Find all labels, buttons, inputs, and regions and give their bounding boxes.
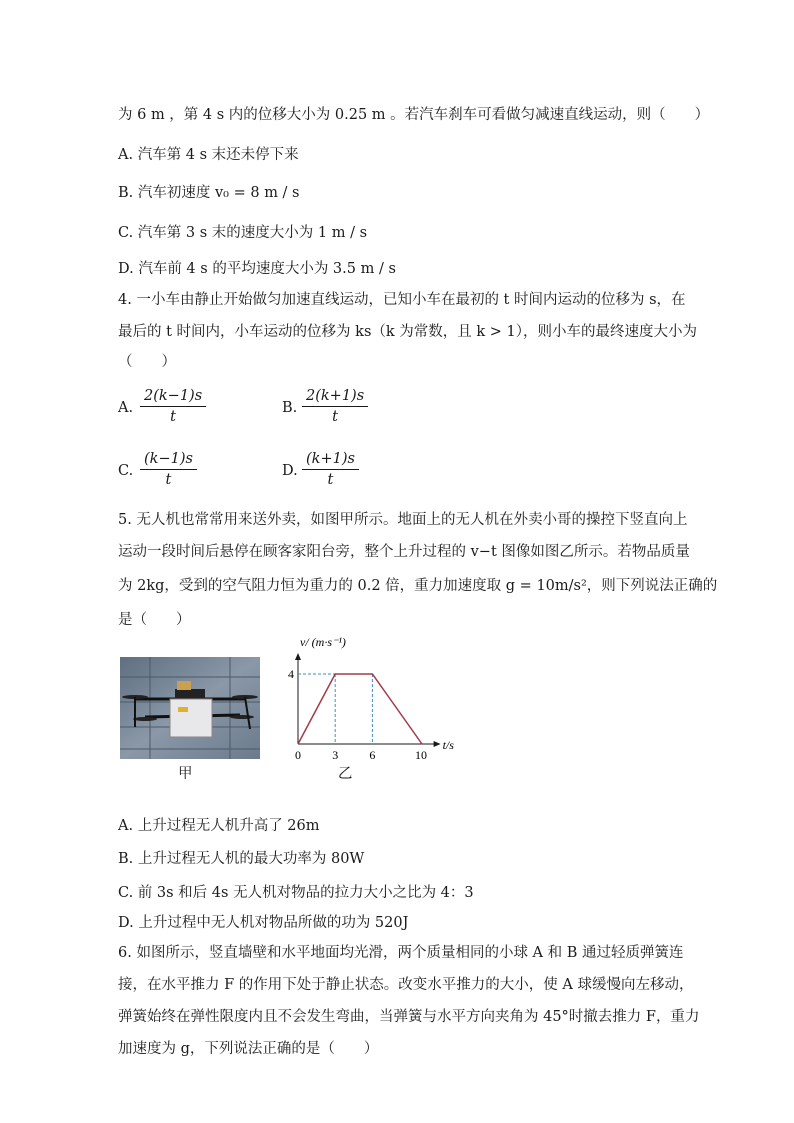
- q4-stem-line2: 最后的 t 时间内，小车运动的位移为 ks（k 为常数，且 k > 1），则小车的最终速度大小为: [118, 324, 698, 340]
- figure-a-caption: 甲: [178, 766, 193, 782]
- q5-stem-line4: 是（ ）: [118, 612, 191, 628]
- figure-b-caption: 乙: [338, 766, 353, 782]
- q5-option-d: D. 上升过程中无人机对物品所做的功为 520J: [118, 915, 409, 931]
- q5-option-b: B. 上升过程无人机的最大功率为 80W: [118, 851, 365, 867]
- q3-stem-tail: 为 6 m ，第 4 s 内的位移大小为 0.25 m 。若汽车刹车可看做匀减速直线运动，则（ ）: [118, 107, 710, 123]
- q6-stem-line1: 6. 如图所示，竖直墙壁和水平地面均光滑，两个质量相同的小球 A 和 B 通过轻质弹簧连: [118, 945, 684, 961]
- q4-option-d-denominator: t: [327, 472, 334, 488]
- q4-option-d-fraction: [302, 451, 359, 488]
- velocity-series-line: [298, 674, 422, 744]
- q4-option-c-fraction: [140, 451, 197, 488]
- q5-stem-line1: 5. 无人机也常常用来送外卖，如图甲所示。地面上的无人机在外卖小哥的操控下竖直向上: [118, 512, 688, 528]
- q4-option-a-fraction: [140, 388, 206, 425]
- q3-option-c: C. 汽车第 3 s 末的速度大小为 1 m / s: [118, 225, 368, 241]
- q6-stem-line3: 弹簧始终在弹性限度内且不会发生弯曲，当弹簧与水平方向夹角为 45°时撤去推力 F，重力: [118, 1009, 700, 1025]
- q6-stem-line2: 接，在水平推力 F 的作用下处于静止状态。改变水平推力的大小，使 A 球缓慢向左移动，: [118, 977, 694, 993]
- q4-option-b-numerator: 2(k+1)s: [302, 388, 368, 407]
- q4-option-d-numerator: (k+1)s: [302, 451, 359, 470]
- q3-option-d: D. 汽车前 4 s 的平均速度大小为 3.5 m / s: [118, 261, 396, 277]
- q5-option-c: C. 前 3s 和后 4s 无人机对物品的拉力大小之比为 4：3: [118, 885, 474, 901]
- q4-option-d-letter: D.: [282, 463, 298, 479]
- q6-stem-line4: 加速度为 g，下列说法正确的是（ ）: [118, 1041, 379, 1057]
- drone-photo: [120, 657, 260, 759]
- y-axis-label: v/ (m·s⁻¹): [300, 635, 346, 649]
- q4-option-b-fraction: [302, 388, 368, 425]
- q3-option-b: B. 汽车初速度 v₀ = 8 m / s: [118, 185, 300, 201]
- x-axis-label: t/s: [442, 738, 454, 752]
- x-tick-label-0: 0: [295, 748, 301, 762]
- q3-option-a: A. 汽车第 4 s 末还未停下来: [118, 147, 299, 163]
- q5-option-a: A. 上升过程无人机升高了 26m: [118, 818, 320, 834]
- x-axis-arrow: [434, 741, 441, 747]
- q4-stem-line3: （ ）: [118, 354, 176, 370]
- q4-option-c-denominator: t: [165, 472, 172, 488]
- q4-option-b-denominator: t: [332, 409, 338, 425]
- vt-graph: [282, 632, 462, 762]
- x-tick-label-6: 6: [369, 748, 376, 762]
- y-axis-arrow: [295, 653, 301, 660]
- q4-option-a-denominator: t: [170, 409, 176, 425]
- x-tick-label-3: 3: [332, 748, 339, 762]
- q5-stem-line3: 为 2kg，受到的空气阻力恒为重力的 0.2 倍，重力加速度取 g = 10m/s²，则下列说法正确的: [118, 578, 718, 594]
- q4-option-c-numerator: (k−1)s: [140, 451, 197, 470]
- q4-option-b-letter: B.: [282, 400, 298, 416]
- q4-option-a-letter: A.: [118, 400, 134, 416]
- q4-option-a-numerator: 2(k−1)s: [140, 388, 206, 407]
- x-tick-label-10: 10: [415, 748, 427, 762]
- q5-stem-line2: 运动一段时间后悬停在顾客家阳台旁，整个上升过程的 v−t 图像如图乙所示。若物品质量: [118, 544, 690, 560]
- q4-stem-line1: 4. 一小车由静止开始做匀加速直线运动，已知小车在最初的 t 时间内运动的位移为 s，在: [118, 292, 686, 308]
- y-tick-label: 4: [288, 667, 294, 681]
- q4-option-c-letter: C.: [118, 463, 134, 479]
